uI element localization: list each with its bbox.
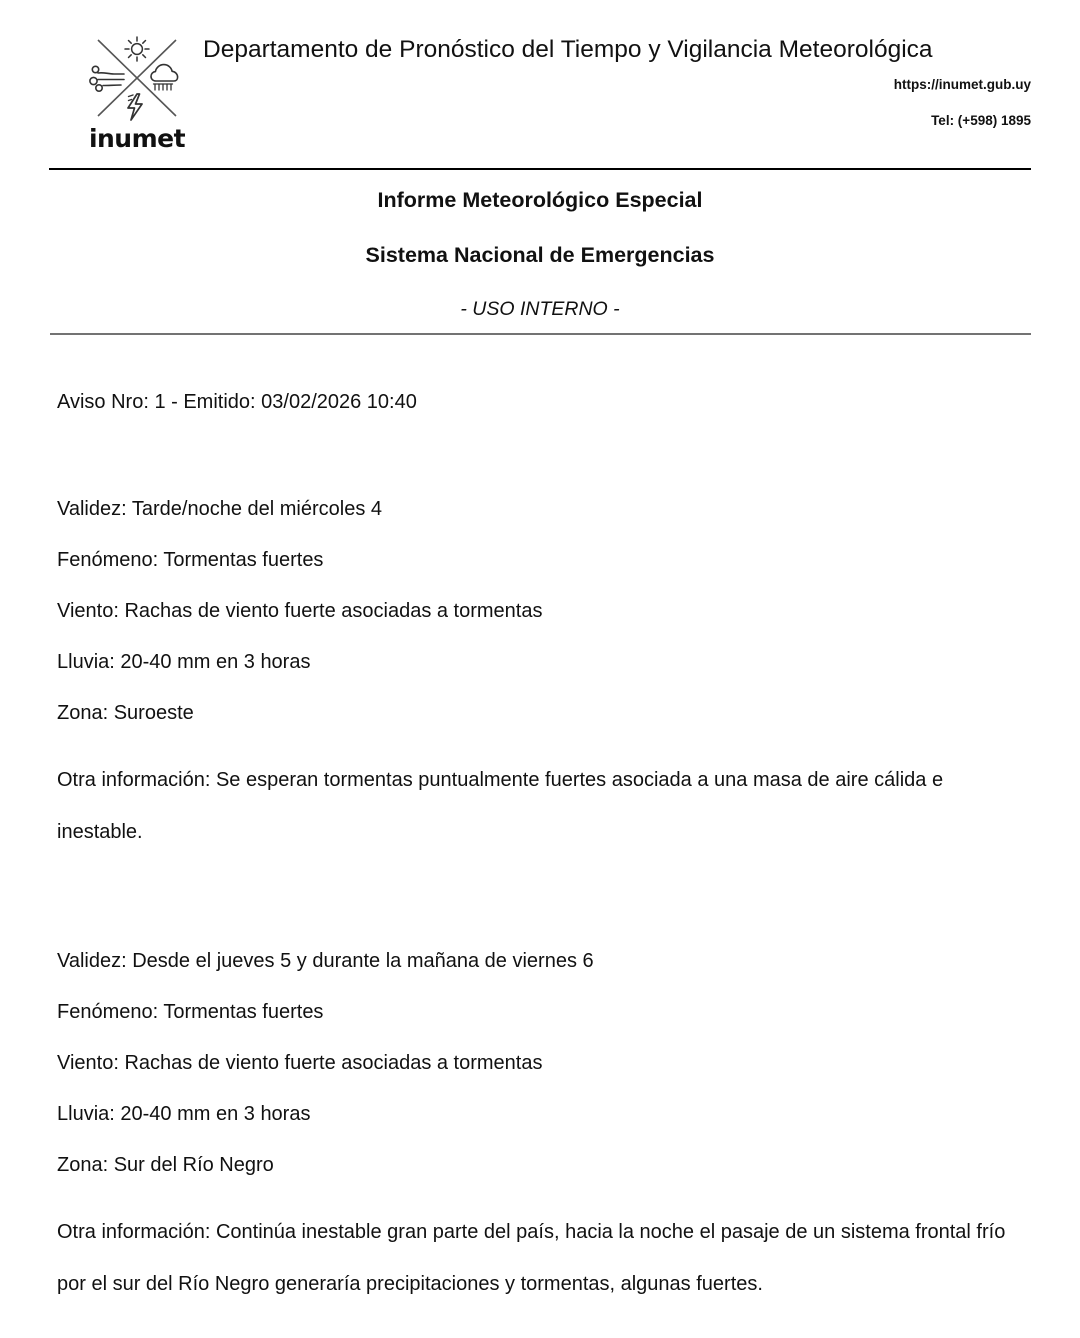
field-viento: Viento: Rachas de viento fuerte asociadas a tormentas	[57, 1052, 543, 1074]
document-header	[0, 0, 1080, 170]
sun-icon	[125, 37, 149, 61]
document-body	[57, 392, 1032, 1310]
wind-icon	[90, 66, 124, 91]
report-title-block	[49, 190, 1031, 320]
header-contact	[894, 78, 1031, 127]
field-otra-informacion: Otra información: Continúa inestable gran parte del país, hacia la noche el pasaje de un sistema frontal frío por el sur del Río Negro generaría precipitaciones y tormentas, algunas fuertes.	[57, 1221, 1006, 1295]
logo-wordmark: inumet	[88, 124, 186, 153]
phone-number: Tel: (+598) 1895	[931, 112, 1031, 128]
field-lluvia: Lluvia: 20-40 mm en 3 horas	[57, 651, 311, 673]
rain-cloud-icon	[151, 65, 178, 90]
field-validez: Validez: Tarde/noche del miércoles 4	[57, 498, 382, 520]
field-lluvia: Lluvia: 20-40 mm en 3 horas	[57, 1103, 311, 1125]
field-fenomeno: Fenómeno: Tormentas fuertes	[57, 549, 324, 571]
field-zona: Zona: Suroeste	[57, 702, 194, 724]
field-zona: Zona: Sur del Río Negro	[57, 1154, 274, 1176]
inumet-logo	[78, 32, 196, 158]
field-validez: Validez: Desde el jueves 5 y durante la mañana de viernes 6	[57, 950, 594, 972]
advisory-block-2	[57, 951, 1032, 1310]
report-usage-note: - USO INTERNO -	[460, 298, 620, 320]
logo-mark	[84, 32, 190, 124]
report-title: Informe Meteorológico Especial	[377, 188, 703, 212]
website-link[interactable]: https://inumet.gub.uy	[893, 77, 1031, 92]
header-divider	[49, 168, 1031, 170]
lightning-icon	[128, 94, 142, 120]
title-divider	[50, 333, 1031, 335]
notice-header: Aviso Nro: 1 - Emitido: 03/02/2026 10:40	[57, 391, 417, 413]
report-subtitle: Sistema Nacional de Emergencias	[365, 242, 715, 267]
advisory-block-1	[57, 499, 1032, 858]
field-viento: Viento: Rachas de viento fuerte asociadas a tormentas	[57, 600, 543, 622]
header-title: Departamento de Pronóstico del Tiempo y Vigilancia Meteorológica	[203, 36, 933, 63]
field-fenomeno: Fenómeno: Tormentas fuertes	[57, 1001, 324, 1023]
field-otra-informacion: Otra información: Se esperan tormentas puntualmente fuertes asociada a una masa de aire cálida e inestable.	[57, 769, 944, 843]
